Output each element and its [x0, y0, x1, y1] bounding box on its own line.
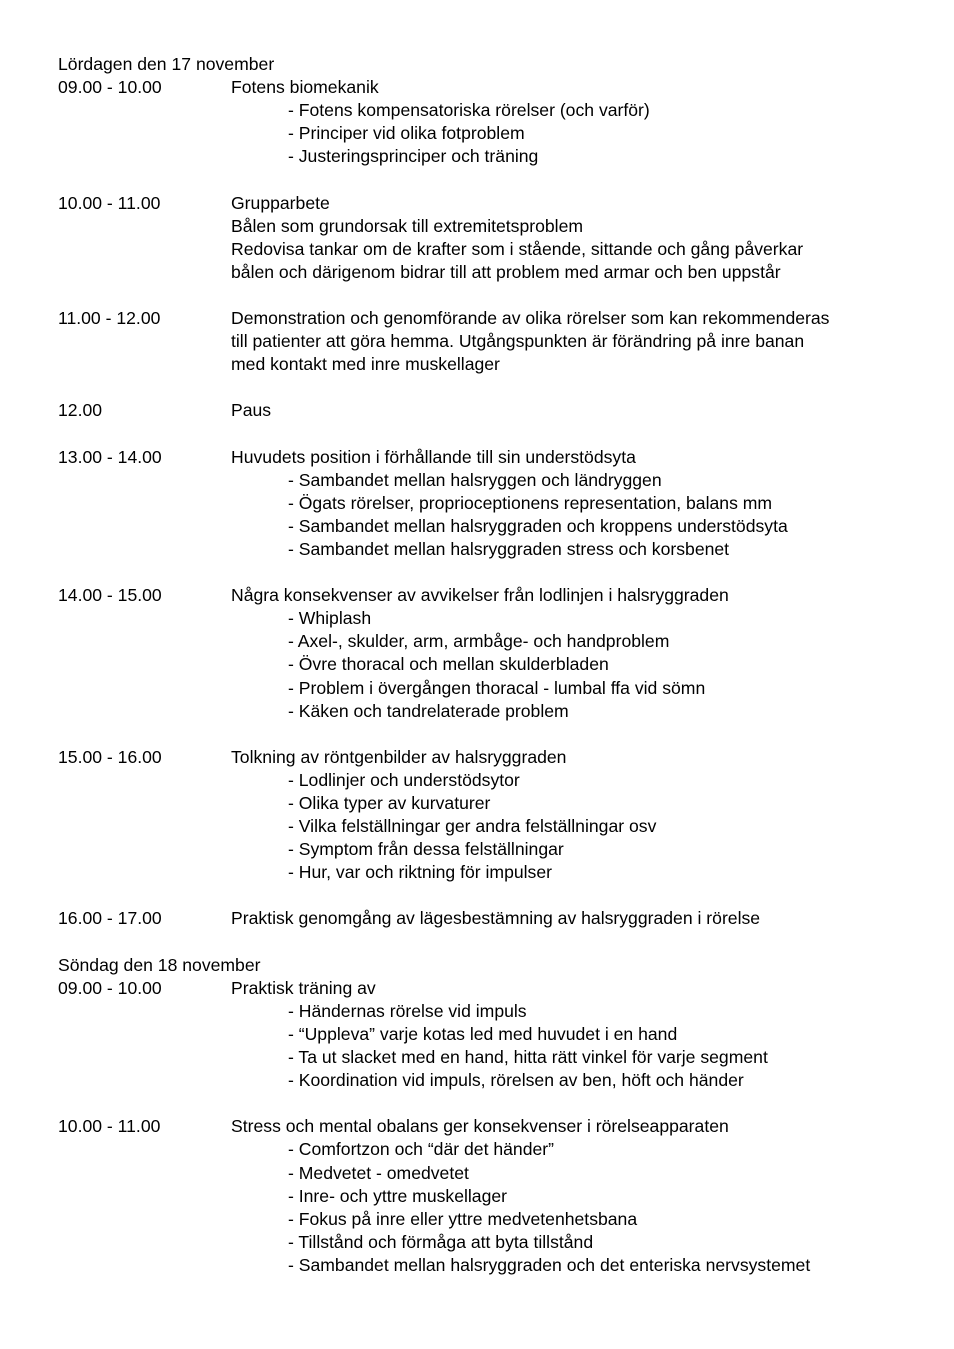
- session-time: 09.00 - 10.00: [58, 77, 162, 98]
- blank-line: [58, 376, 918, 399]
- bullet-line: [58, 1023, 918, 1046]
- session-topic: Fotens biomekanik: [231, 77, 379, 98]
- session-topic: Några konsekvenser av avvikelser från lodlinjen i halsryggraden: [231, 585, 729, 606]
- bullet-line: [58, 653, 918, 676]
- bullet-item: - “Uppleva” varje kotas led med huvudet i en hand: [288, 1023, 678, 1044]
- bullet-item: - Koordination vid impuls, rörelsen av ben, höft och händer: [288, 1070, 744, 1091]
- bullet-item: - Comfortzon och “där det händer”: [288, 1139, 554, 1160]
- schedule-session: [58, 446, 918, 561]
- schedule-document: [58, 53, 918, 1277]
- blank-line: [58, 1092, 918, 1115]
- blank-line: [58, 284, 918, 307]
- bullet-item: - Justeringsprinciper och träning: [288, 146, 539, 167]
- schedule-session: [58, 1115, 918, 1277]
- session-time: 14.00 - 15.00: [58, 585, 162, 606]
- session-time: 11.00 - 12.00: [58, 308, 161, 329]
- bullet-line: [58, 769, 918, 792]
- blank-line: [58, 423, 918, 446]
- schedule-session: [58, 584, 918, 723]
- bullet-line: [58, 469, 918, 492]
- bullet-item: - Whiplash: [288, 608, 372, 629]
- bullet-item: - Olika typer av kurvaturer: [288, 793, 491, 813]
- session-time: 10.00 - 11.00: [58, 1116, 161, 1137]
- bullet-line: [58, 838, 918, 861]
- session-time: 16.00 - 17.00: [58, 908, 162, 929]
- bullet-line: [58, 538, 918, 561]
- bullet-item: - Ögats rörelser, proprioceptionens representation, balans mm: [288, 492, 773, 513]
- bullet-item: - Vilka felställningar ger andra felställningar osv: [288, 816, 657, 837]
- blank-line: [58, 561, 918, 584]
- session-topic: Grupparbete: [231, 192, 330, 213]
- bullet-line: [58, 1046, 918, 1069]
- session-line: [58, 1115, 918, 1138]
- session-topic: Demonstration och genomförande av olika rörelser som kan rekommenderas: [231, 308, 830, 329]
- bullet-line: [58, 1162, 918, 1185]
- bullet-line: [58, 99, 918, 122]
- bullet-item: - Käken och tandrelaterade problem: [288, 700, 569, 721]
- session-line: [58, 746, 918, 769]
- session-line: [58, 215, 918, 238]
- session-topic-continued: till patienter att göra hemma. Utgångspunkten är förändring på inre banan: [231, 331, 805, 352]
- blank-line: [58, 931, 918, 954]
- session-topic-continued: bålen och därigenom bidrar till att problem med armar och ben uppstår: [231, 261, 781, 282]
- bullet-line: [58, 122, 918, 145]
- session-topic: Praktisk genomgång av lägesbestämning av halsryggraden i rörelse: [231, 908, 761, 929]
- session-line: [58, 353, 918, 376]
- bullet-item: - Inre- och yttre muskellager: [288, 1185, 508, 1206]
- session-time: 09.00 - 10.00: [58, 977, 162, 998]
- bullet-item: - Lodlinjer och understödsytor: [288, 769, 520, 790]
- schedule-session: [58, 192, 918, 284]
- bullet-item: - Hur, var och riktning för impulser: [288, 862, 552, 883]
- bullet-line: [58, 492, 918, 515]
- session-line: [58, 446, 918, 469]
- session-time: 12.00: [58, 400, 103, 421]
- bullet-item: - Ta ut slacket med en hand, hitta rätt vinkel för varje segment: [288, 1047, 768, 1068]
- bullet-line: [58, 1069, 918, 1092]
- bullet-line: [58, 1185, 918, 1208]
- bullet-item: - Fotens kompensatoriska rörelser (och varför): [288, 100, 650, 121]
- bullet-item: - Symptom från dessa felställningar: [288, 839, 564, 860]
- session-line: [58, 261, 918, 284]
- bullet-line: [58, 630, 918, 653]
- bullet-item: - Övre thoracal och mellan skulderbladen: [288, 654, 609, 675]
- bullet-line: [58, 1254, 918, 1277]
- session-topic: Paus: [231, 400, 272, 421]
- bullet-line: [58, 861, 918, 884]
- bullet-item: - Sambandet mellan halsryggraden och det enteriska nervsystemet: [288, 1254, 811, 1275]
- bullet-line: [58, 1000, 918, 1023]
- session-line: [58, 977, 918, 1000]
- schedule-session: [58, 977, 918, 1092]
- session-line: [58, 399, 918, 422]
- bullet-line: [58, 815, 918, 838]
- day-heading: Lördagen den 17 november: [58, 54, 275, 74]
- bullet-line: [58, 145, 918, 168]
- bullet-item: - Tillstånd och förmåga att byta tillstånd: [288, 1231, 594, 1252]
- bullet-line: [58, 515, 918, 538]
- session-line: [58, 584, 918, 607]
- session-line: [58, 192, 918, 215]
- schedule-session: [58, 76, 918, 168]
- bullet-line: [58, 792, 918, 815]
- session-line: [58, 330, 918, 353]
- bullet-item: - Sambandet mellan halsryggen och ländryggen: [288, 469, 662, 490]
- bullet-line: [58, 1231, 918, 1254]
- session-topic-continued: Redovisa tankar om de krafter som i stående, sittande och gång påverkar: [231, 238, 804, 259]
- session-line: [58, 76, 918, 99]
- bullet-line: [58, 1138, 918, 1161]
- day-heading: Söndag den 18 november: [58, 954, 261, 975]
- session-topic: Stress och mental obalans ger konsekvenser i rörelseapparaten: [231, 1116, 729, 1137]
- bullet-item: - Axel-, skulder, arm, armbåge- och handproblem: [288, 631, 670, 652]
- session-time: 15.00 - 16.00: [58, 746, 162, 767]
- session-time: 10.00 - 11.00: [58, 192, 161, 213]
- day-section: [58, 954, 918, 1277]
- session-line: [58, 238, 918, 261]
- schedule-session: [58, 746, 918, 885]
- bullet-item: - Sambandet mellan halsryggraden och kroppens understödsyta: [288, 515, 788, 536]
- bullet-item: - Problem i övergången thoracal - lumbal ffa vid sömn: [288, 677, 706, 698]
- bullet-item: - Fokus på inre eller yttre medvetenhetsbana: [288, 1208, 638, 1229]
- bullet-line: [58, 677, 918, 700]
- schedule-session: [58, 399, 918, 422]
- bullet-line: [58, 700, 918, 723]
- day-section: [58, 53, 918, 931]
- bullet-item: - Händernas rörelse vid impuls: [288, 1000, 527, 1021]
- bullet-line: [58, 1208, 918, 1231]
- blank-line: [58, 168, 918, 191]
- bullet-item: - Principer vid olika fotproblem: [288, 123, 525, 144]
- schedule-session: [58, 307, 918, 376]
- session-time: 13.00 - 14.00: [58, 446, 162, 467]
- session-topic-continued: med kontakt med inre muskellager: [231, 354, 500, 375]
- session-topic-continued: Bålen som grundorsak till extremitetsproblem: [231, 215, 584, 236]
- session-topic: Huvudets position i förhållande till sin understödsyta: [231, 446, 636, 467]
- session-topic: Praktisk träning av: [231, 977, 376, 998]
- bullet-item: - Medvetet - omedvetet: [288, 1162, 469, 1183]
- bullet-item: - Sambandet mellan halsryggraden stress och korsbenet: [288, 538, 730, 559]
- blank-line: [58, 723, 918, 746]
- session-line: [58, 307, 918, 330]
- session-line: [58, 907, 918, 930]
- bullet-line: [58, 607, 918, 630]
- session-topic: Tolkning av röntgenbilder av halsryggraden: [231, 746, 567, 767]
- schedule-session: [58, 907, 918, 930]
- blank-line: [58, 884, 918, 907]
